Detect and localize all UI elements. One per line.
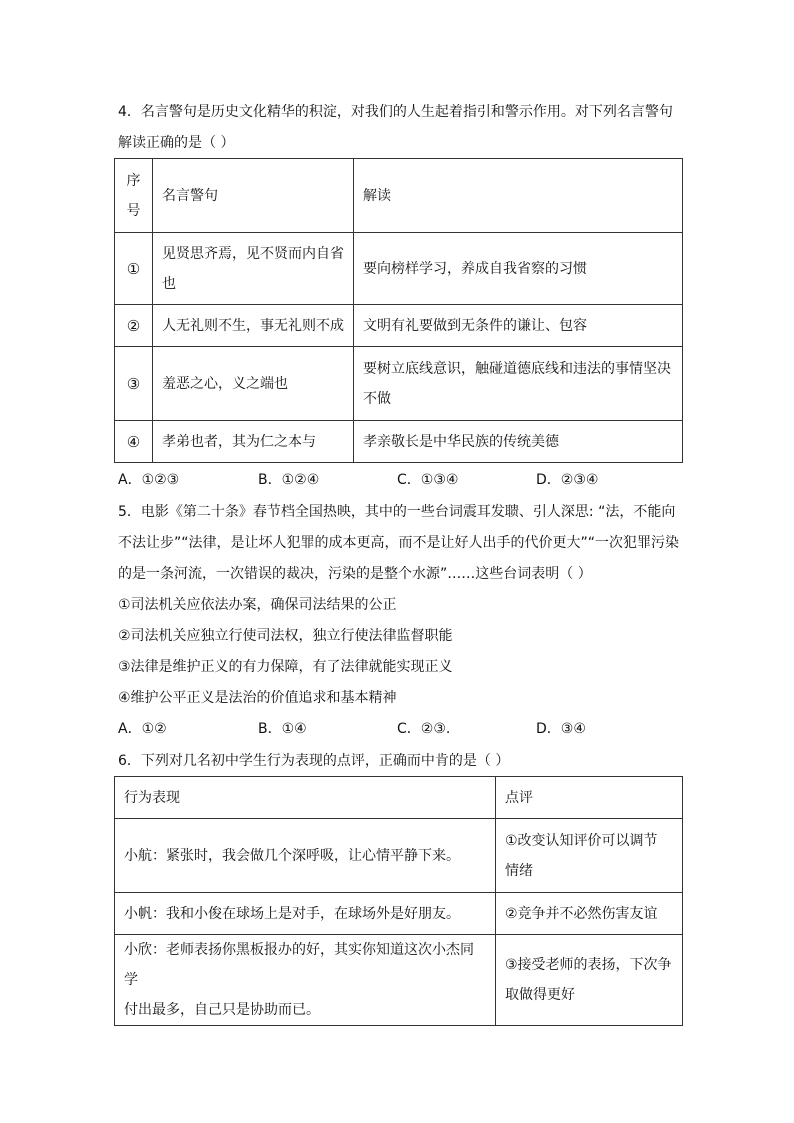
row-interpretation: 要向榜样学习，养成自我省察的习惯 bbox=[354, 233, 683, 305]
row-quote: 孝弟也者，其为仁之本与 bbox=[153, 421, 354, 463]
q5-option-a[interactable]: A．①② bbox=[118, 721, 167, 737]
row-comment bbox=[496, 819, 683, 893]
q4-stem-line-2: 解读正确的是（ ） bbox=[118, 135, 235, 151]
q5-item-2: ②司法机关应独立行使司法权，独立行使法律监督职能 bbox=[118, 628, 453, 644]
interp-line: 要树立底线意识，触碰道德底线和违法的事情坚决 bbox=[363, 360, 671, 377]
row-number: ① bbox=[115, 233, 153, 305]
q4-quote-table bbox=[114, 158, 683, 463]
row-quote: 人无礼则不生，事无礼则不成 bbox=[153, 305, 354, 347]
quote-line: 也 bbox=[162, 275, 176, 292]
table-row bbox=[115, 819, 683, 893]
q5-stem-line-1: 5．电影《第二十条》春节档全国热映，其中的一些台词震耳发聩、引人深思: “法，不能向 bbox=[118, 504, 676, 520]
q5-stem-line-2: 不法让步”“法律，是让坏人犯罪的成本更高，而不是让好人出手的代价更大”“一次犯罪污染 bbox=[118, 535, 680, 551]
header-serial-line-1: 序 bbox=[126, 172, 141, 189]
comment-line: 取做得更好 bbox=[505, 987, 575, 1003]
q4-stem-line-1: 4．名言警句是历史文化精华的积淀，对我们的人生起着指引和警示作用。对下列名言警句 bbox=[118, 104, 673, 120]
behavior-line: 小欣：老师表扬你黑板报办的好，其实你知道这次小杰同学 bbox=[124, 942, 474, 988]
row-quote bbox=[153, 233, 354, 305]
q4-options bbox=[118, 470, 678, 490]
row-interpretation: 文明有礼要做到无条件的谦让、包容 bbox=[354, 305, 683, 347]
header-behavior: 行为表现 bbox=[115, 777, 496, 819]
row-interpretation bbox=[354, 347, 683, 421]
table-row bbox=[115, 935, 683, 1026]
row-behavior bbox=[115, 935, 496, 1026]
comment-line: 情绪 bbox=[505, 862, 533, 879]
q5-item-4: ④维护公平正义是法治的价值追求和基本精神 bbox=[118, 690, 397, 706]
row-comment bbox=[496, 935, 683, 1026]
table-row bbox=[115, 893, 683, 935]
row-behavior: 小航：紧张时，我会做几个深呼吸，让心情平静下来。 bbox=[115, 819, 496, 893]
header-quote: 名言警句 bbox=[153, 159, 354, 233]
row-behavior: 小帆：我和小俊在球场上是对手，在球场外是好朋友。 bbox=[115, 893, 496, 935]
table-row bbox=[115, 421, 683, 463]
q6-behavior-table bbox=[114, 776, 683, 1026]
comment-line: ①改变认知评价可以调节 bbox=[505, 832, 658, 849]
table-row bbox=[115, 347, 683, 421]
q5-option-c[interactable]: C．②③. bbox=[397, 721, 451, 737]
header-comment: 点评 bbox=[496, 777, 683, 819]
row-interpretation: 孝亲敬长是中华民族的传统美德 bbox=[354, 421, 683, 463]
row-comment: ②竞争并不必然伤害友谊 bbox=[496, 893, 683, 935]
table-header-row bbox=[115, 159, 683, 233]
q4-option-c[interactable]: C．①③④ bbox=[397, 472, 459, 488]
q5-item-3: ③法律是维护正义的有力保障，有了法律就能实现正义 bbox=[118, 659, 453, 675]
q4-option-b[interactable]: B．①②④ bbox=[258, 472, 320, 488]
quote-line: 见贤思齐焉，见不贤而内自省 bbox=[162, 245, 344, 262]
row-number: ③ bbox=[115, 347, 153, 421]
row-number: ④ bbox=[115, 421, 153, 463]
row-number: ② bbox=[115, 305, 153, 347]
q6-stem: 6．下列对几名初中学生行为表现的点评，正确而中肯的是（ ） bbox=[118, 753, 510, 769]
q5-options bbox=[118, 719, 678, 739]
table-row bbox=[115, 305, 683, 347]
q5-option-b[interactable]: B．①④ bbox=[258, 721, 307, 737]
header-serial-line-2: 号 bbox=[126, 202, 141, 219]
q5-option-d[interactable]: D．③④ bbox=[536, 721, 586, 737]
table-row bbox=[115, 233, 683, 305]
comment-line: ③接受老师的表扬，下次争 bbox=[505, 957, 672, 973]
q4-option-d[interactable]: D．②③④ bbox=[536, 472, 599, 488]
q5-stem-line-3: 的是一条河流，一次错误的裁决，污染的是整个水源”……这些台词表明（ ） bbox=[118, 566, 592, 582]
behavior-line: 付出最多，自己只是协助而已。 bbox=[124, 1002, 320, 1018]
interp-line: 不做 bbox=[363, 390, 391, 407]
header-interpretation: 解读 bbox=[354, 159, 683, 233]
header-serial bbox=[115, 159, 153, 233]
q5-item-1: ①司法机关应依法办案，确保司法结果的公正 bbox=[118, 597, 397, 613]
table-header-row bbox=[115, 777, 683, 819]
q4-option-a[interactable]: A．①②③ bbox=[118, 472, 180, 488]
row-quote: 羞恶之心，义之端也 bbox=[153, 347, 354, 421]
